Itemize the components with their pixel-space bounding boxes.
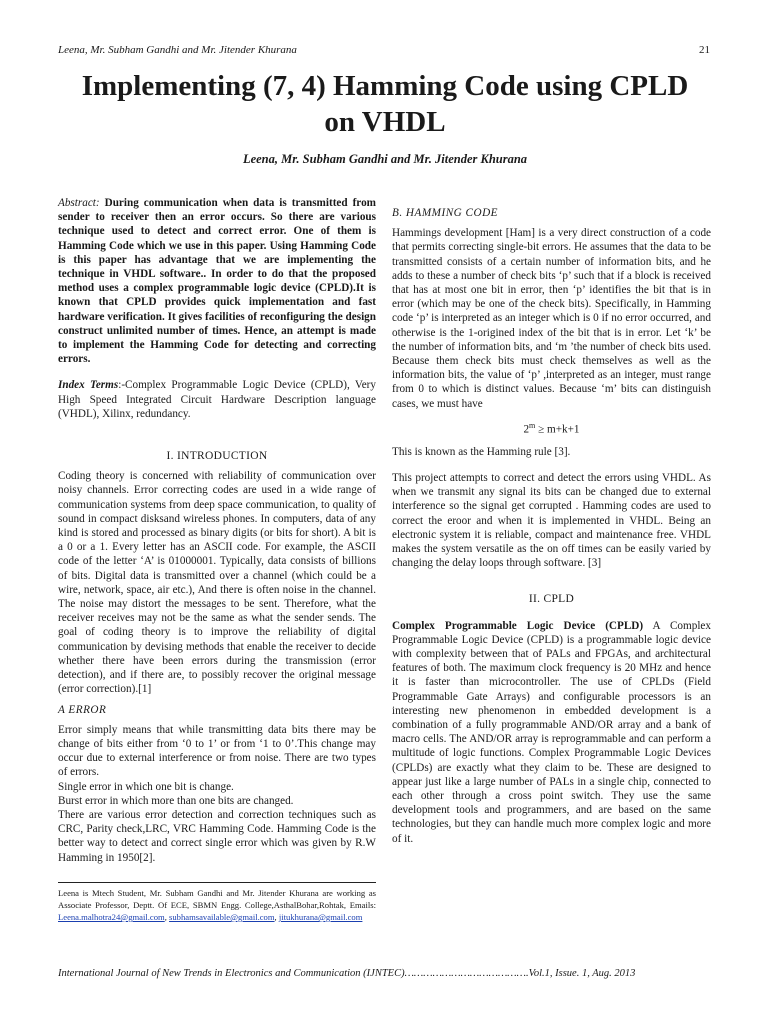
hamming-rule-equation	[392, 419, 711, 437]
error-burst-line: Burst error in which more than one bits are changed.	[58, 794, 294, 807]
equation-base: 2	[523, 423, 530, 436]
email-link-subham[interactable]: subhamsavailable@gmail.com	[169, 912, 275, 922]
subsection-heading-hamming: B. HAMMING CODE	[392, 207, 498, 219]
left-column	[58, 196, 376, 865]
title-line-1: Implementing (7, 4) Hamming Code using CPLD	[81, 70, 689, 102]
hamming-paragraph-1: Hammings development [Ham] is a very direct construction of a code that permits correcting single-bit errors. He assumes that the data to be transmitted consists of a certain number of information bits, and he adds to these a number of check bits ‘p’ such that if a block is received that has at most one bit in error, then ‘p’ identifies the bit that is in error (which may be one of the check bits). Specifically, in Hamming code ‘p’ is interpreted as an integer which is 0 if no error occurred, and otherwise is the 1-origined index of the bit that is in error. Let ‘k’ be the number of information bits, and ‘m ’the number of check bits used. Because them check bits must check themselves as well as the information bits, the value of ‘p’ ,interpreted as an integer, must range from 0 to which is distinct values. Because ‘m’ bits can distinguish cases, we must have	[392, 227, 711, 410]
index-terms-text: :-Complex Programmable Logic Device (CPLD), Very High Speed Integrated Circuit Hardware Description language (VHDL), Xilinx, redundancy.	[58, 379, 376, 420]
abstract-text: During communication when data is transmitted from sender to receiver then an error occurs. So there are various technique used to detect and correct error. One of them is Hamming Code which we use in this paper. Using Hamming Code is this paper has advantage that we are implementing the technique in VHDL software.. In order to do that the proposed method uses a complex programmable logic device (CPLD).It is known that CPLD provides quick implementation and fast hardware verification. It gives facilities of reconfiguring the design construct unlimited number of times. Hence, an attempt is made to implement the Hamming Code for detecting and correcting errors.	[58, 197, 376, 366]
cpld-lead: Complex Programmable Logic Device (CPLD)	[392, 619, 644, 632]
error-paragraph-1: Error simply means that while transmitting data bits there may be change of bits either from ‘0 to 1’ or from ‘1 to 0’.This change may occur due to external interference or from noise. There are two types of errors.	[58, 723, 376, 779]
section-heading-introduction: I. INTRODUCTION	[166, 450, 268, 463]
equation-rest: ≥ m+k+1	[535, 423, 580, 436]
error-paragraph-2: There are various error detection and correction techniques such as CRC, Parity check,LRC, VRC Hamming Code. Hamming Code is the better way to detect and correct single error which was given by R.W Hamming in 1950[2].	[58, 808, 376, 864]
email-link-leena[interactable]: Leena.malhotra24@gmail.com	[58, 912, 165, 922]
abstract-label: Abstract:	[58, 197, 100, 209]
footnote-separator-2: ,	[274, 912, 279, 922]
email-link-jitender[interactable]: jitukhurana@gmail.com	[278, 912, 363, 922]
equation-exponent: m	[529, 420, 536, 430]
right-column	[392, 206, 711, 846]
index-terms	[58, 378, 376, 421]
index-terms-label: Index Terms	[58, 379, 119, 392]
subsection-heading-error: A ERROR	[58, 703, 107, 716]
cpld-text: A Complex Programmable Logic Device (CPLD) is a programmable logic device with complexity between that of PALs and FPGAs, and architectural features of both. The maximum clock frequency is 20 MHz and hence it is faster than microcontroller. The use of CPLDs (Field Programmable Gate Arrays) and configurable processors is an interesting new phenomenon in embedded development is a combination of a fully programmable AND/OR array and a bank of macro cells. The AND/OR array is reprogrammable and can perform a multitude of logic functions. Complex Programmable Logic Devices (CPLDs) are exactly what they claim to be. These are designed to appear just like a large number of PALs in a single chip, connected to each other through a cross point switch. They use the same development tools and programmers, and are based on the same technologies, but they can handle much more complex logic and more of it.	[392, 619, 711, 845]
title-line-2: on VHDL	[324, 106, 446, 138]
introduction-paragraph: Coding theory is concerned with reliability of communication over noisy channels. Error correcting codes are used in a wide range of communication systems from deep space communication, to quality of sound in compact disksand wireless phones. In computers, data of any kind is stored and processed as binary digits (or bits for short). A bit is a 0 or a 1. Every letter has an ASCII code. For example, the ASCII code of the letter ‘A’ is 01000001. Typically, data consists of billions of bits. Digital data is transmitted over a channel (which could be a wire, network, space, air etc.), And there is often noise in the channel. The noise may distort the messages to be sent. Therefore, what the receiver receives may not be the same as what the sender sends. The goal of coding theory is to improve the reliability of digital communication by devising methods that enable the receiver to decide whether there have been errors during the transmission (error detection), and if there are, to possibly recover the original message (error correction).[1]	[58, 470, 376, 696]
page-number: 21	[699, 44, 710, 56]
author-footnote	[58, 882, 376, 923]
footnote-text: Leena is Mtech Student, Mr. Subham Gandhi and Mr. Jitender Khurana are working as Associate Professor, Deptt. Of ECE, SBMN Engg. College,AsthalBohar,Rohtak, Emails:	[58, 888, 376, 910]
running-head	[58, 44, 710, 56]
hamming-paragraph-2: This is known as the Hamming rule [3].	[392, 445, 571, 458]
paper-title	[40, 68, 730, 140]
error-single-line: Single error in which one bit is change.	[58, 780, 234, 793]
footnote-separator: ,	[164, 912, 170, 922]
running-head-authors: Leena, Mr. Subham Gandhi and Mr. Jitender Khurana	[58, 44, 297, 56]
cpld-paragraph	[392, 619, 711, 846]
abstract	[58, 196, 376, 366]
journal-footer: International Journal of New Trends in Electronics and Communication (IJNTEC)………………………………….Vol.1, Issue. 1, Aug. 2013	[58, 968, 636, 979]
section-heading-cpld: II. CPLD	[528, 593, 575, 606]
paper-authors: Leena, Mr. Subham Gandhi and Mr. Jitender Khurana	[242, 152, 528, 166]
hamming-paragraph-3: This project attempts to correct and detect the errors using VHDL. As when we transmit any signal its bits can be changed due to external interference so the signal get corrupted . Hamming codes are used to correct the eroor and when it is implemented in VHDL. Being an electronic system it is reliable, compact and maintenance free. VHDL makes the system versatile as the on off times can be easily varied by changing the delay loops through software. [3]	[392, 471, 711, 570]
